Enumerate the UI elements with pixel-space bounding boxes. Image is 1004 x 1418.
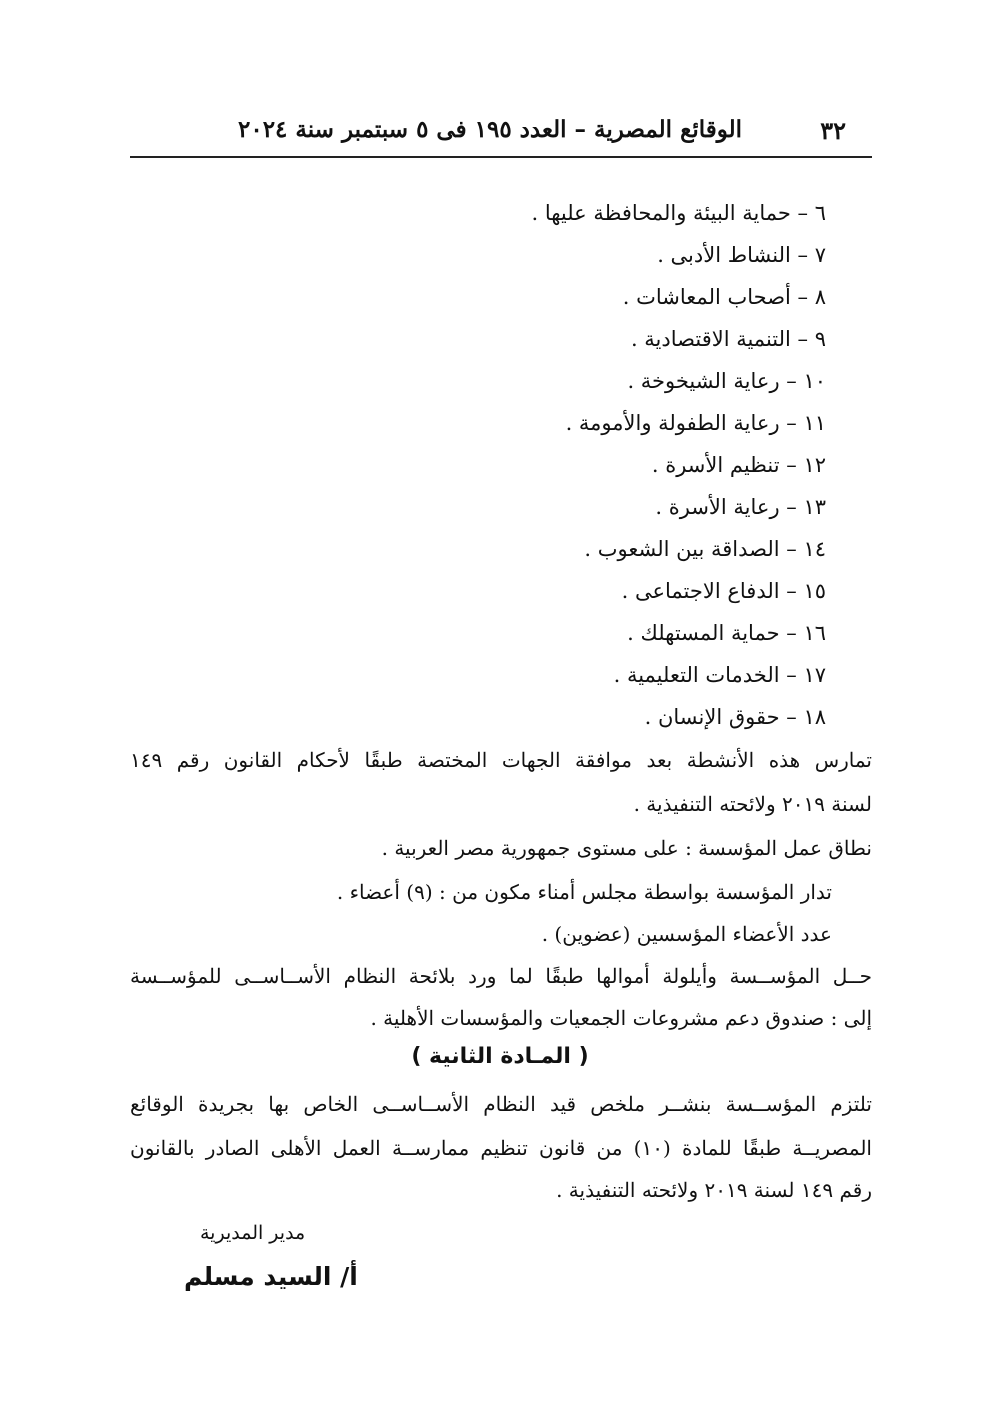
list-item: ١٥ – الدفاع الاجتماعى . xyxy=(621,579,826,603)
list-item: ٧ – النشاط الأدبى . xyxy=(657,243,826,267)
dissolution-text-line2: إلى : صندوق دعم مشروعات الجمعيات والمؤسسات الأهلية . xyxy=(370,1006,872,1030)
article-text-line2: المصريــة طبقًا للمادة (١٠) من قانون تنظيم ممارســة العمل الأهلى الصادر بالقانون xyxy=(130,1136,872,1160)
page-header xyxy=(130,112,872,158)
practice-text-line2: لسنة ٢٠١٩ ولائحته التنفيذية . xyxy=(633,792,872,816)
list-item: ٨ – أصحاب المعاشات . xyxy=(622,285,826,309)
article-text-line3: رقم ١٤٩ لسنة ٢٠١٩ ولائحته التنفيذية . xyxy=(556,1178,872,1202)
list-item: ١٨ – حقوق الإنسان . xyxy=(644,705,826,729)
list-item: ١٢ – تنظيم الأسرة . xyxy=(651,453,826,477)
list-item: ١٦ – حماية المستهلك . xyxy=(627,621,826,645)
list-item: ١٠ – رعاية الشيخوخة . xyxy=(627,369,826,393)
list-item: ١٤ – الصداقة بين الشعوب . xyxy=(584,537,826,561)
practice-text-line1: تمارس هذه الأنشطة بعد موافقة الجهات المختصة طبقًا لأحكام القانون رقم ١٤٩ xyxy=(130,748,872,772)
list-item: ١٣ – رعاية الأسرة . xyxy=(655,495,826,519)
scope-text: نطاق عمل المؤسسة : على مستوى جمهورية مصر العربية . xyxy=(381,836,872,860)
page-number: ٣٢ xyxy=(820,116,846,145)
board-text: تدار المؤسسة بواسطة مجلس أمناء مكون من : (٩) أعضاء . xyxy=(336,880,832,904)
list-item: ١١ – رعاية الطفولة والأمومة . xyxy=(565,411,826,435)
article-heading: ( المـادة الثانية ) xyxy=(411,1044,589,1069)
signature-name: أ/ السيد مسلم xyxy=(184,1262,358,1291)
gazette-title: الوقائع المصرية – العدد ١٩٥ فى ٥ سبتمبر سنة ٢٠٢٤ xyxy=(237,116,742,143)
list-item: ٩ – التنمية الاقتصادية . xyxy=(630,327,826,351)
founders-text: عدد الأعضاء المؤسسين (عضوين) . xyxy=(541,922,832,946)
list-item: ٦ – حماية البيئة والمحافظة عليها . xyxy=(531,201,826,225)
article-text-line1: تلتزم المؤســسة بنشــر ملخص قيد النظام الأســاســى الخاص بها بجريدة الوقائع xyxy=(130,1092,872,1116)
dissolution-text-line1: حــل المؤســسة وأيلولة أموالها طبقًا لما ورد بلائحة النظام الأســاســى للمؤســسة xyxy=(130,964,872,988)
list-item: ١٧ – الخدمات التعليمية . xyxy=(613,663,826,687)
signature-role: مدير المديرية xyxy=(200,1222,306,1244)
activities-list xyxy=(531,192,826,738)
